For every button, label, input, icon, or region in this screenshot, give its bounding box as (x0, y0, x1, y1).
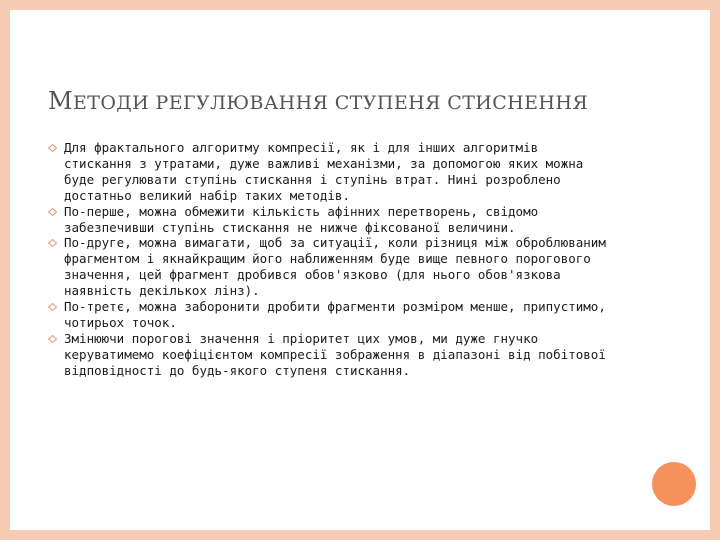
bullet-item (48, 299, 608, 331)
open-diamond-icon (48, 335, 57, 343)
bullet-text: Для фрактального алгоритму компресії, як і для інших алгоритмів стискання з утратами, дуже важливі механізми, за допомогою яких можна буде регулювати ступінь стискання і ступінь втрат. Нині розроблено достатньо великий набір таких методів. (64, 140, 584, 203)
open-diamond-icon (48, 303, 57, 311)
open-diamond-icon (48, 239, 57, 247)
bullet-text: Змінюючи порогові значення і пріоритет цих умов, ми дуже гнучко керуватимемо коефіцієнтом компресії зображення в діапазоні від побітової відповідності до будь-якого ступеня стискання. (64, 330, 606, 378)
bullet-item (48, 331, 608, 379)
open-diamond-icon (48, 144, 57, 152)
slide (10, 10, 710, 530)
bullet-text: По-третє, можна заборонити дробити фрагменти розміром менше, припустимо, чотирьох точок. (64, 299, 606, 330)
bullet-item (48, 140, 608, 204)
bullet-text: По-перше, можна обмежити кількість афінних перетворень, свідомо забезпечивши ступінь стискання не нижче фіксованої величини. (64, 203, 539, 235)
open-diamond-icon (48, 208, 57, 216)
orange-circle-icon (652, 462, 696, 506)
bullet-list (48, 140, 608, 379)
bullet-item (48, 204, 608, 236)
slide-title (48, 87, 588, 115)
title-first-letter: М (48, 87, 73, 115)
bullet-text: По-друге, можна вимагати, щоб за ситуації, коли різниця між оброблюваним фрагментом і якнайкращим його наближенням буде вище певного порогового значення, цей фрагмент дробився обов'язково (для нього обов'язкова наявність декількох лінз). (64, 235, 606, 299)
bullet-item (48, 235, 608, 299)
title-rest: ЕТОДИ РЕГУЛЮВАННЯ СТУПЕНЯ СТИСНЕННЯ (72, 92, 589, 114)
